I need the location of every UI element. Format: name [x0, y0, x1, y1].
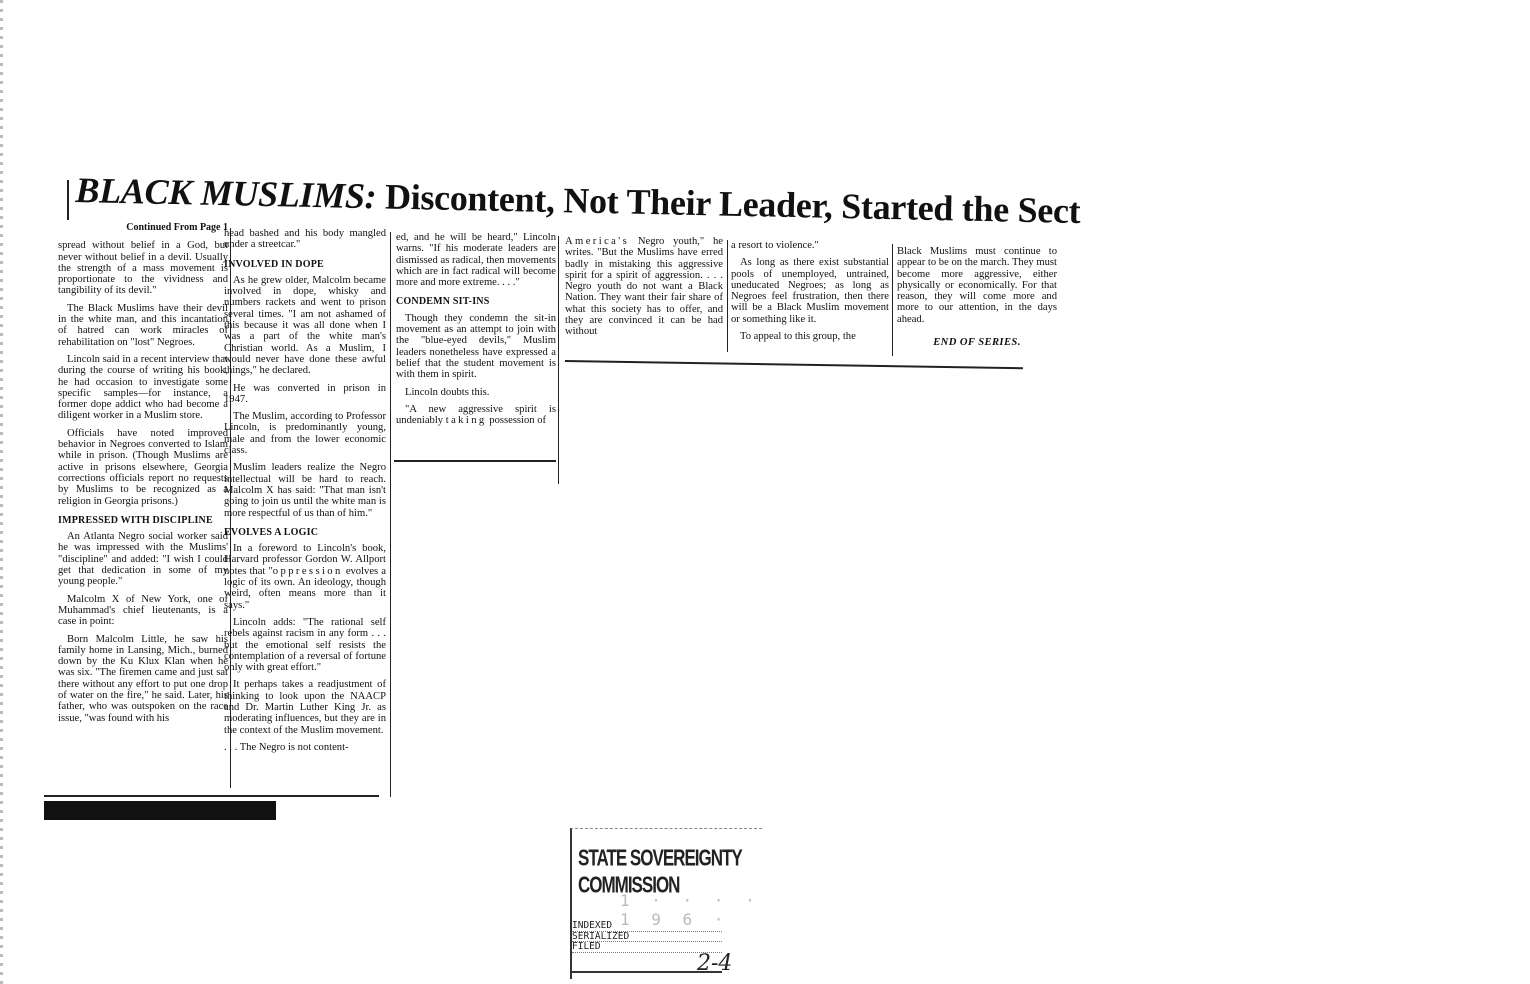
- continued-line: Continued From Page 1: [126, 222, 228, 233]
- headline-rest: Discontent, Not Their Leader, Started the Sect: [384, 176, 1081, 232]
- paragraph: Lincoln adds: "The rational self rebels against racism in any form . . . but the emotional self resists the contemplation of a reversal of fortune only with great effort.": [224, 616, 386, 674]
- column-rule: [892, 244, 893, 356]
- subheading: EVOLVES A LOGIC: [224, 526, 319, 538]
- article-bottom-rule: [44, 795, 379, 797]
- text-run: "A new aggressive spirit is undeniably: [396, 403, 556, 427]
- stamp-initials: 2-4: [697, 951, 733, 976]
- paragraph: Muslim leaders realize the Negro intellectual will be hard to reach. Malcolm X has said: "That man isn't going to join us until the white man is more respectful of us than of him.": [224, 462, 386, 519]
- column-rule: [727, 240, 728, 352]
- spaced-word: America's: [565, 236, 630, 247]
- text-run: possession of: [486, 415, 547, 427]
- text-run: In a foreword to Lincoln's book, Harvard professor Gordon W. Allport notes that ": [224, 543, 386, 577]
- subheading: CONDEMN SIT-INS: [396, 296, 490, 308]
- stamp-status-lines: [572, 921, 722, 953]
- end-of-series: END OF SERIES.: [933, 337, 1021, 349]
- article-column-1: [58, 222, 228, 730]
- spaced-word: oppression: [272, 565, 343, 577]
- subheading: IMPRESSED WITH DISCIPLINE: [58, 514, 213, 526]
- paragraph: Black Muslims must continue to appear to be on the march. They must become more aggressive, either physically or economically. For that reason, they will come more and more to our attention, in the days ahead.: [897, 246, 1057, 325]
- article-column-5: [731, 240, 889, 348]
- paragraph: head bashed and his body mangled under a streetcar.": [224, 228, 386, 251]
- paragraph: ed, and he will be heard," Lincoln warns. "If his moderate leaders are dismissed as radical, then movements which are in fact radical will become more and more extreme. . . .": [396, 232, 556, 289]
- paragraph: [224, 543, 386, 611]
- paragraph: Lincoln said in a recent interview that during the course of writing his book, he had occasion to investigate some specific samples—for instance, a former dope addict who had become a diligent worker in a Muslim store.: [58, 353, 228, 422]
- paragraph: The Black Muslims have their devil in the white man, and this incantation of hatred can work miracles of rehabilitation on "lost" Negroes.: [58, 302, 228, 348]
- paragraph: Officials have noted improved behavior in Negroes converted to Islam while in prison. (Though Muslims are active in prisons elsewhere, Georgia corrections officials report no requests by Muslims to be recognized as a religion in Georgia prisons.): [58, 427, 228, 507]
- paragraph: The Muslim, according to Professor Lincoln, is predominantly young, male and from the lower economic class.: [224, 411, 386, 457]
- paragraph: An Atlanta Negro social worker said he was impressed with the Muslims' "discipline" and added: "I wish I could get that dedication in some of my young people.": [58, 531, 228, 588]
- text-run: evolves a logic of its own. An ideology, though weird, often means more than it says.": [224, 565, 386, 611]
- stamp-date: 1 · · · · 1 9 6 ·: [620, 891, 761, 929]
- paragraph: . . . The Negro is not content-: [224, 741, 349, 753]
- spaced-word: taking: [445, 415, 487, 427]
- paragraph: Though they condemn the sit-in movement as an attempt to join with the "blue-eyed devils," Muslim leaders nonetheless have expressed a belief that the student movement is with them in spirit.: [396, 312, 556, 381]
- paragraph: Lincoln doubts this.: [405, 386, 490, 398]
- column-rule: [558, 236, 559, 484]
- paragraph: [396, 404, 556, 427]
- stamp-title: STATE SOVEREIGNTY COMMISSION: [578, 845, 742, 898]
- state-sovereignty-stamp: [570, 828, 762, 979]
- text-run: Negro youth," he writes. "But the Muslims have erred badly in mistaking this aggressive spirit for a spirit of aggression. . . . Negro youth do not want a Black Nation. They want their fair share of what this society has to offer, and they are convinced it can be had without: [565, 236, 723, 338]
- article-column-2: [224, 228, 386, 759]
- subheading: INVOLVED IN DOPE: [224, 258, 324, 270]
- paragraph: To appeal to this group, the: [740, 331, 856, 343]
- column-end-rule: [394, 460, 556, 462]
- article-column-3: [396, 232, 556, 432]
- paragraph: Malcolm X of New York, one of Muhammad's chief lieutenants, is a case in point:: [58, 593, 228, 628]
- headline-rule: [67, 180, 69, 220]
- article-bottom-rule: [565, 360, 1023, 369]
- paragraph: Born Malcolm Little, he saw his family home in Lansing, Mich., burned down by the Ku Klux Klan when he was six. "The firemen came and just sat there without any effort to put one drop of water on the fire," he said. Later, his father, who was outspoken on the race issue, "was found with his: [58, 633, 228, 724]
- stamp-indexed: INDEXED: [572, 921, 722, 932]
- stamp-bracket: [570, 965, 722, 973]
- paragraph: It perhaps takes a readjustment of thinking to look upon the NAACP and Dr. Martin Luther King Jr. as moderating influences, but they are in the context of the Muslim movement.: [224, 679, 386, 736]
- article-column-4: [565, 236, 723, 344]
- scan-black-bar: [44, 801, 276, 820]
- headline-lead: BLACK MUSLIMS:: [75, 169, 377, 217]
- article-column-6: [897, 246, 1057, 354]
- paragraph: As he grew older, Malcolm became involved in dope, whisky and numbers rackets and went to prison several times. "I am not ashamed of this because it was all done when I was a part of the white man's Christian world. As a Muslim, I would never have done these awful things," he declared.: [224, 274, 386, 377]
- paragraph: spread without belief in a God, but never without belief in a devil. Usually the strength of a mass movement is proportionate to the vividness and tangibility of its devil.": [58, 240, 228, 297]
- stamp-serialized: SERIALIZED: [572, 932, 722, 943]
- paragraph: He was converted in prison in 1947.: [224, 382, 386, 405]
- paragraph: [565, 236, 723, 338]
- paragraph: a resort to violence.": [731, 240, 819, 251]
- column-rule: [390, 232, 391, 797]
- paragraph: As long as there exist substantial pools of unemployed, untrained, uneducated Negroes; as long as Negroes feel frustration, then there will be a Black Muslim movement or something like it.: [731, 257, 889, 325]
- scan-edge: [0, 0, 3, 984]
- stamp-filed: FILED: [572, 942, 722, 953]
